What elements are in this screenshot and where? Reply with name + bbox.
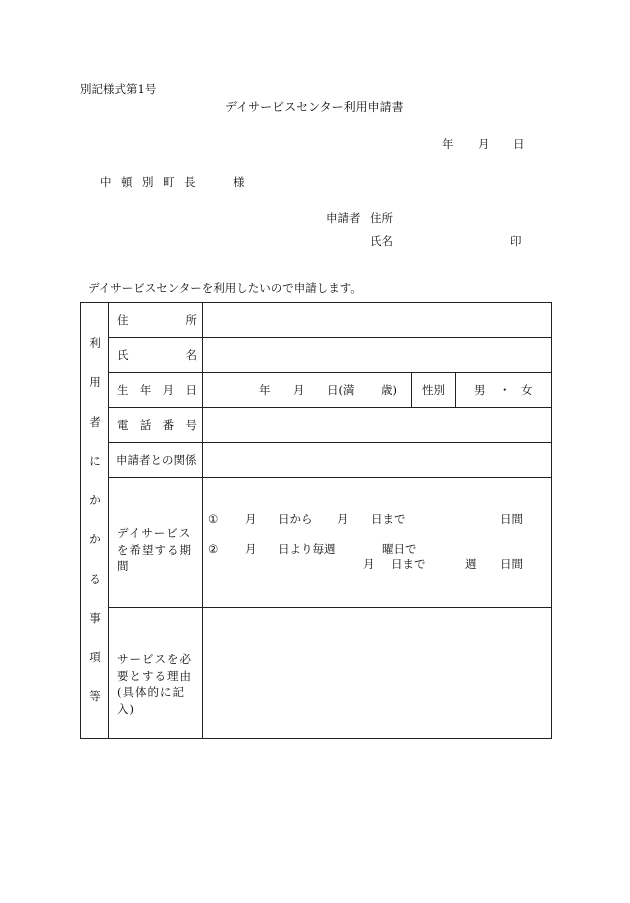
- addressee-name: 中頓別町長: [100, 175, 205, 189]
- row-label-reason: サービスを必要とする理由(具体的に記入): [117, 652, 192, 717]
- applicant-name-label: 氏名: [370, 234, 393, 248]
- period2-month1: 月: [245, 542, 257, 556]
- dob-age-close: 歳): [381, 383, 397, 397]
- row-label-period: デイサービスを希望する期間: [117, 526, 192, 574]
- sex-label: 性別: [422, 383, 445, 397]
- sex-separator: ・: [499, 383, 511, 397]
- label-char: 日: [185, 383, 197, 397]
- label-char: 電: [117, 418, 129, 432]
- row-label-name: [117, 350, 197, 362]
- date-year-label: 年: [442, 137, 454, 151]
- table-divider: [108, 477, 551, 478]
- side-label-char: か: [89, 532, 101, 547]
- table-divider: [108, 337, 551, 338]
- period3-days: 日間: [500, 557, 523, 571]
- period3-weeks: 週: [465, 557, 477, 571]
- label-char: 号: [185, 418, 197, 432]
- side-label-char: に: [89, 453, 101, 468]
- applicant-address-label: 住所: [370, 211, 393, 225]
- label-char: 年: [139, 383, 152, 397]
- form-number: 別記様式第1号: [80, 82, 157, 96]
- period2-number: ②: [208, 542, 219, 556]
- period1-month1: 月: [245, 512, 257, 526]
- date-day-label: 日: [513, 137, 525, 151]
- table-divider: [202, 303, 203, 738]
- label-char: 月: [162, 383, 175, 397]
- label-char: 住: [117, 313, 129, 327]
- period1-month2: 月: [337, 512, 349, 526]
- side-label-char: る: [89, 571, 101, 586]
- side-label-vertical: [81, 338, 109, 703]
- period2-every-week: 日より毎週: [278, 542, 336, 556]
- label-char: 名: [185, 348, 197, 362]
- period1-number: ①: [208, 512, 219, 526]
- table-divider: [108, 442, 551, 443]
- label-char: 所: [185, 313, 197, 327]
- table-divider: [108, 607, 551, 608]
- date-month-label: 月: [478, 137, 490, 151]
- row-label-phone: [117, 420, 197, 432]
- table-divider: [108, 372, 551, 373]
- table-divider: [455, 372, 456, 407]
- period2-weekday: 曜日で: [382, 542, 417, 556]
- row-label-dob: [117, 385, 197, 397]
- side-label-char: 用: [89, 375, 101, 390]
- row-label-relation: 申請者との関係: [116, 453, 197, 467]
- intro-text: デイサービスセンターを利用したいので申請します。: [88, 281, 362, 295]
- seal-mark: 印: [510, 234, 522, 248]
- dob-day-age-open: 日(満: [327, 383, 355, 397]
- document-title: デイサービスセンター利用申請書: [225, 100, 404, 114]
- period3-month: 月: [363, 557, 375, 571]
- sex-female: 女: [521, 383, 533, 397]
- row-label-address: [117, 315, 197, 327]
- table-divider: [411, 372, 412, 407]
- label-char: 番: [162, 418, 175, 432]
- applicant-label: 申請者: [326, 211, 361, 225]
- table-divider: [108, 407, 551, 408]
- label-char: 話: [139, 418, 152, 432]
- side-label-char: 事: [89, 610, 101, 625]
- label-char: 氏: [117, 348, 129, 362]
- application-table: [80, 302, 552, 739]
- period1-days: 日間: [500, 512, 523, 526]
- side-label-char: 項: [89, 650, 101, 665]
- period3-until: 日まで: [391, 557, 426, 571]
- side-label-char: か: [89, 493, 101, 508]
- side-label-char: 者: [89, 414, 101, 429]
- side-label-char: 等: [89, 689, 101, 704]
- addressee-honorific: 様: [233, 175, 245, 189]
- dob-month: 月: [293, 383, 305, 397]
- sex-male: 男: [474, 383, 486, 397]
- period1-from: 日から: [278, 512, 313, 526]
- label-char: 生: [117, 383, 129, 397]
- period1-until: 日まで: [371, 512, 406, 526]
- side-label-char: 利: [89, 336, 101, 350]
- dob-year: 年: [259, 383, 271, 397]
